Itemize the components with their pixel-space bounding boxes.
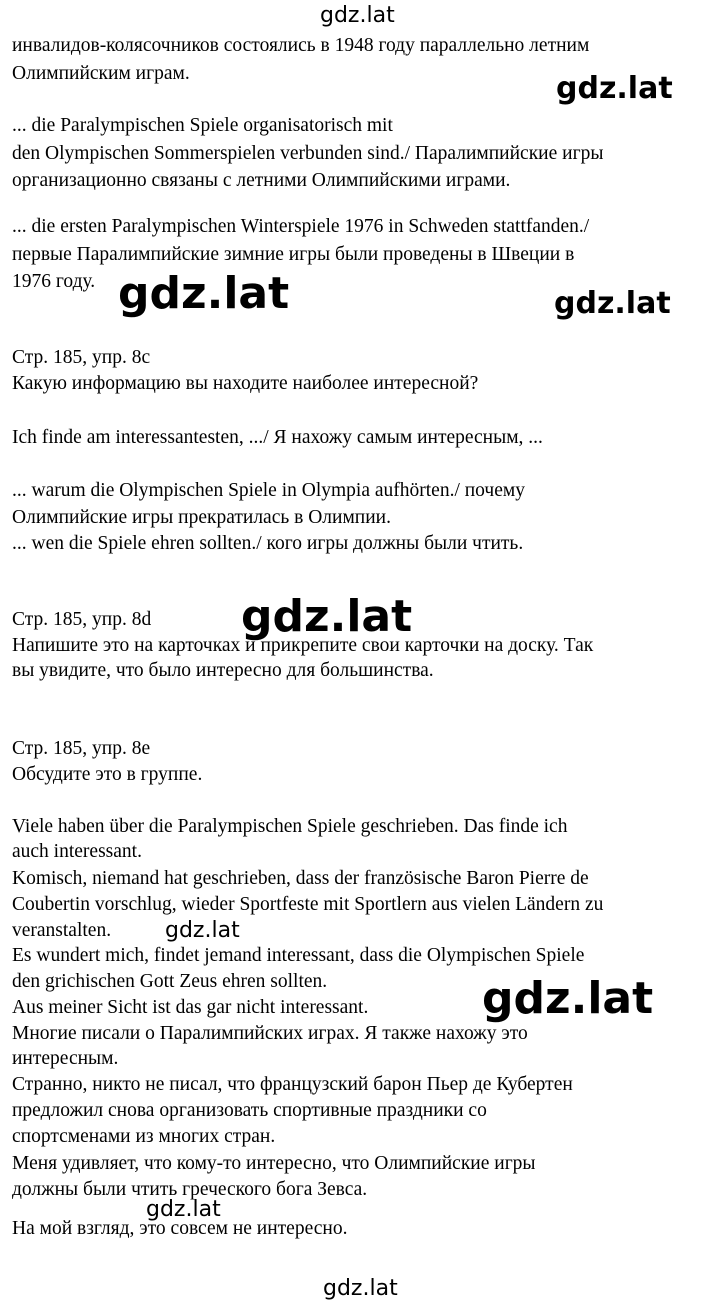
text-line: Многие писали о Паралимпийских играх. Я также нахожу это bbox=[12, 1023, 528, 1044]
watermark: gdz.lat bbox=[554, 286, 671, 321]
text-line: ... die ersten Paralympischen Winterspiele 1976 in Schweden stattfanden./ bbox=[12, 216, 590, 237]
text-line: предложил снова организовать спортивные праздники со bbox=[12, 1100, 487, 1121]
text-line: Странно, никто не писал, что французский барон Пьер де Кубертен bbox=[12, 1074, 573, 1095]
text-line: ... wen die Spiele ehren sollten./ кого игры должны были чтить. bbox=[12, 533, 524, 554]
text-line: ... die Paralympischen Spiele organisatorisch mit bbox=[12, 115, 393, 136]
text-line: первые Паралимпийские зимние игры были проведены в Швеции в bbox=[12, 244, 575, 265]
watermark: gdz.lat bbox=[146, 1197, 221, 1222]
text-line: интересным. bbox=[12, 1048, 119, 1069]
text-line: должны были чтить греческого бога Зевса. bbox=[12, 1179, 368, 1200]
text-line: 1976 году. bbox=[12, 271, 96, 292]
text-line: Олимпийские игры прекратилась в Олимпии. bbox=[12, 507, 391, 528]
text-line: инвалидов-колясочников состоялись в 1948 году параллельно летним bbox=[12, 35, 590, 56]
watermark: gdz.lat bbox=[118, 268, 290, 319]
text-line: Меня удивляет, что кому-то интересно, что Олимпийские игры bbox=[12, 1153, 536, 1174]
section-heading: Стр. 185, упр. 8e bbox=[12, 738, 151, 759]
text-line: Komisch, niemand hat geschrieben, dass der französische Baron Pierre de bbox=[12, 868, 589, 889]
watermark: gdz.lat bbox=[323, 1276, 398, 1301]
watermark: gdz.lat bbox=[241, 591, 413, 642]
watermark: gdz.lat bbox=[165, 918, 240, 943]
text-line: Напишите это на карточках и прикрепите свои карточки на доску. Так bbox=[12, 635, 594, 656]
text-line: den Olympischen Sommerspielen verbunden sind./ Паралимпийские игры bbox=[12, 143, 604, 164]
text-line: На мой взгляд, это совсем не интересно. bbox=[12, 1218, 348, 1239]
text-line: Es wundert mich, findet jemand interessant, dass die Olympischen Spiele bbox=[12, 945, 585, 966]
text-line: Aus meiner Sicht ist das gar nicht interessant. bbox=[12, 997, 369, 1018]
text-line: ... warum die Olympischen Spiele in Olympia aufhörten./ почему bbox=[12, 480, 525, 501]
text-line: Coubertin vorschlug, wieder Sportfeste mit Sportlern aus vielen Ländern zu bbox=[12, 894, 604, 915]
text-line: Олимпийским играм. bbox=[12, 63, 190, 84]
watermark: gdz.lat bbox=[320, 3, 395, 28]
section-heading: Стр. 185, упр. 8d bbox=[12, 609, 152, 630]
watermark: gdz.lat bbox=[482, 973, 654, 1024]
text-line: Какую информацию вы находите наиболее интересной? bbox=[12, 373, 479, 394]
text-line: Ich finde am interessantesten, .../ Я нахожу самым интересным, ... bbox=[12, 427, 543, 448]
section-heading: Стр. 185, упр. 8c bbox=[12, 347, 151, 368]
text-line: Viele haben über die Paralympischen Spiele geschrieben. Das finde ich bbox=[12, 816, 568, 837]
text-line: спортсменами из многих стран. bbox=[12, 1126, 276, 1147]
text-line: den grichischen Gott Zeus ehren sollten. bbox=[12, 971, 328, 992]
text-line: организационно связаны с летними Олимпийскими играми. bbox=[12, 170, 511, 191]
text-line: вы увидите, что было интересно для большинства. bbox=[12, 660, 434, 681]
text-line: Обсудите это в группе. bbox=[12, 764, 203, 785]
text-line: auch interessant. bbox=[12, 841, 142, 862]
text-line: veranstalten. bbox=[12, 920, 112, 941]
watermark: gdz.lat bbox=[556, 71, 673, 106]
